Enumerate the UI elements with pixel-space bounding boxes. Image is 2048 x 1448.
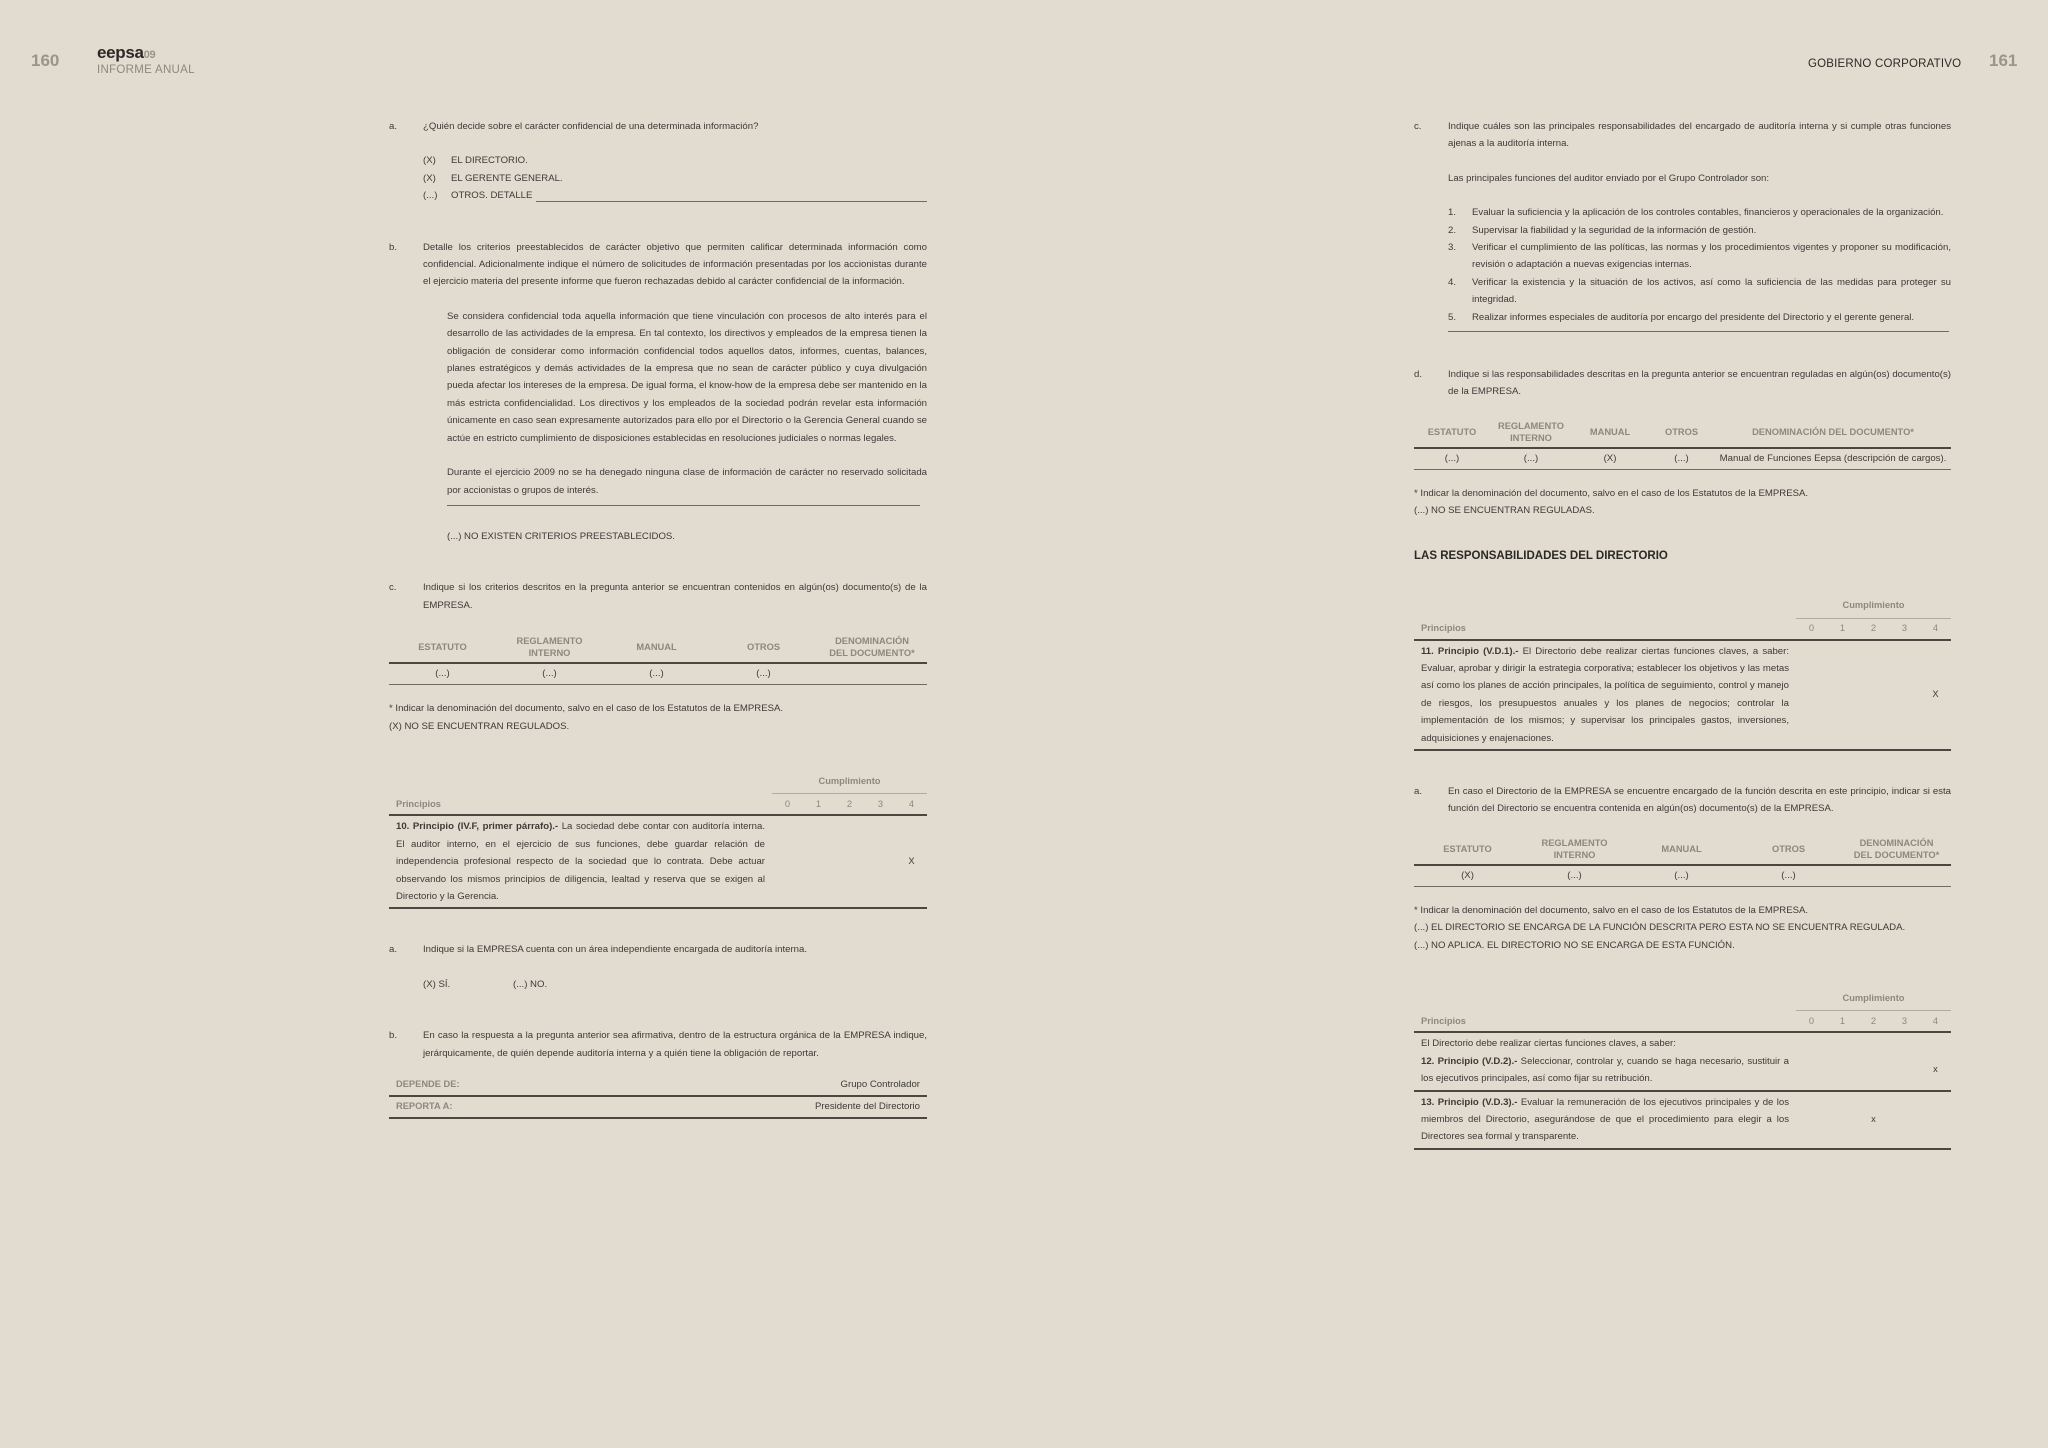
cell: (...)	[542, 668, 557, 680]
reporting-table	[389, 1075, 927, 1119]
cumplimiento-header: Cumplimiento	[1842, 992, 1905, 1003]
cell: Manual de Funciones Eepsa (descripción de cargos).	[1719, 453, 1947, 465]
scale-3: 3	[1901, 1015, 1908, 1026]
detail-line	[536, 189, 927, 202]
compliance-mark: X	[908, 856, 915, 867]
item-number: 4.	[1448, 276, 1457, 288]
scale-1: 1	[1839, 622, 1846, 633]
th-otros: OTROS	[746, 642, 781, 653]
principle-body: La sociedad debe contar con auditoría interna. El auditor interno, en el ejercicio de sus funciones, debe guardar relación de independencia profesional respecto de la sociedad que lo contrata. Debe actuar observando los mismos principios de diligencia, lealtad y reserva que se exigen al Directorio y la Gerencia.	[396, 821, 765, 902]
option-text: OTROS. DETALLE	[451, 190, 533, 202]
scale-2: 2	[1870, 622, 1877, 633]
question-label: c.	[1414, 121, 1422, 132]
answer-no: (...) NO.	[513, 978, 548, 990]
table-row	[1414, 449, 1951, 469]
note: (X) NO SE ENCUENTRAN REGULADOS.	[389, 720, 570, 732]
compliance-mark: x	[1933, 1064, 1938, 1075]
logo-year: 09	[143, 49, 156, 61]
question-d	[1414, 366, 1951, 401]
option-directorio	[423, 152, 927, 169]
table-rule	[1414, 1148, 1951, 1150]
depende-label: DEPENDE DE:	[396, 1079, 460, 1090]
auditor-intro: Las principales funciones del auditor enviado por el Grupo Controlador son:	[1448, 172, 1770, 184]
note: * Indicar la denominación del documento, salvo en el caso de los Estatutos de la EMPRESA.	[1414, 904, 1809, 916]
principle-text	[1414, 643, 1796, 747]
right-column	[1414, 118, 1951, 1150]
cell: (...)	[1567, 870, 1582, 882]
table-header	[1414, 834, 1951, 864]
th-denominacion: DENOMINACIÓN DEL DOCUMENTO*	[1752, 426, 1914, 437]
scale-4: 4	[908, 798, 915, 809]
option-gerente	[423, 170, 927, 187]
reporta-value: Presidente del Directorio	[814, 1101, 920, 1113]
principios-header-row	[1414, 619, 1951, 639]
question-text: Indique si la EMPRESA cuenta con un área independiente encargada de auditoría interna.	[423, 944, 808, 956]
principle-body: El Directorio debe realizar ciertas funciones claves, a saber: Evaluar, aprobar y dirigir la estrategia corporativa; establecer los objetivos y las metas así como los planes de acción principales, la política de seguimiento, control y manejo de riesgos, los presupuestos anuales y los planes de negocios; controlar la implementación de los mismos; y supervisar los principales gastos, inversiones, adquisiciones y enajenaciones.	[1421, 645, 1790, 744]
question-label: b.	[389, 1030, 398, 1042]
cumplimiento-header: Cumplimiento	[818, 775, 881, 786]
question-a2	[389, 941, 927, 958]
question-text: En caso el Directorio de la EMPRESA se encuentre encargado de la función descrita en este principio, indicar si esta función del Directorio se encuentra contenida en algún(os) documento(s) de la EMPRESA.	[1448, 785, 1951, 815]
scale-1: 1	[815, 798, 822, 809]
principle-title: 13. Principio (V.D.3).-	[1421, 1096, 1518, 1108]
scale-2: 2	[846, 798, 853, 809]
question-c	[389, 579, 927, 614]
scale-0: 0	[784, 798, 791, 809]
note: * Indicar la denominación del documento, salvo en el caso de los Estatutos de la EMPRESA.	[1414, 487, 1809, 499]
item-text: Realizar informes especiales de auditoría por encargo del presidente del Directorio y el gerente general.	[1472, 311, 1915, 323]
documents-table	[389, 632, 927, 685]
item-text: Verificar la existencia y la situación de los activos, así como la suficiencia de las medidas para proteger su integridad.	[1472, 276, 1951, 306]
cell: (...)	[756, 668, 771, 680]
item-number: 3.	[1448, 242, 1457, 254]
question-label: b.	[389, 241, 398, 253]
divider	[447, 505, 920, 506]
cell: (X)	[1603, 453, 1617, 465]
scale-0: 0	[1808, 1015, 1815, 1026]
note: * Indicar la denominación del documento, salvo en el caso de los Estatutos de la EMPRESA.	[389, 703, 784, 715]
option-otros	[423, 187, 927, 204]
th-otros: OTROS	[1664, 426, 1699, 437]
answer-yes: (X) SÍ.	[423, 978, 451, 990]
eepsa-logo	[97, 43, 155, 63]
question-label: d.	[1414, 369, 1423, 381]
documents-table-a	[1414, 834, 1951, 887]
question-label: c.	[389, 582, 397, 594]
reporta-label: REPORTA A:	[396, 1101, 453, 1112]
scale-4: 4	[1932, 1015, 1939, 1026]
cumplimiento-header: Cumplimiento	[1842, 600, 1905, 611]
question-label: a.	[389, 121, 398, 132]
cell: (...)	[1674, 453, 1689, 465]
reporta-row	[389, 1097, 927, 1117]
table-rule	[389, 907, 927, 909]
answer-2009: Durante el ejercicio 2009 no se ha denegado ninguna clase de información de carácter no reservado solicitada por accionistas o grupos de interés.	[447, 467, 927, 496]
question-text: Detalle los criterios preestablecidos de carácter objetivo que permiten calificar determinada información como confidencial. Adicionalmente indique el número de solicitudes de información presentadas por los accionistas durante el ejercicio materia del presente informe que fueron rechazadas debido al carácter confidencial de la información.	[423, 241, 927, 288]
scale-1: 1	[1839, 1015, 1846, 1026]
principios-header-row	[1414, 1011, 1951, 1031]
table-rule	[1414, 749, 1951, 751]
cell: (...)	[1781, 870, 1796, 882]
cell: (X)	[1461, 870, 1474, 882]
principle-title: 12. Principio (V.D.2).-	[1421, 1055, 1518, 1067]
question-a-right	[1414, 783, 1951, 818]
principios-header: Principios	[1421, 1015, 1466, 1026]
section-title: LAS RESPONSABILIDADES DEL DIRECTORIO	[1414, 549, 1668, 562]
item-number: 2.	[1448, 224, 1457, 236]
logo-text: eepsa	[97, 43, 144, 62]
th-reglamento: REGLAMENTO INTERNO	[1541, 837, 1608, 860]
th-denominacion: DENOMINACIÓN DEL DOCUMENTO*	[829, 636, 915, 659]
right-page-number: 161	[1989, 51, 2018, 70]
options-list	[423, 152, 927, 204]
table-rule	[389, 1117, 927, 1119]
cell: (...)	[1523, 453, 1539, 465]
scale-3: 3	[877, 798, 884, 809]
question-b	[389, 239, 927, 291]
section-header: GOBIERNO CORPORATIVO	[1808, 58, 1962, 70]
table-rule	[1414, 469, 1951, 470]
item-text: Verificar el cumplimiento de las políticas, las normas y los procedimientos vigentes y proponer su modificación, revisión o adaptación a nuevas exigencias internas.	[1472, 242, 1951, 271]
depende-value: Grupo Controlador	[840, 1079, 920, 1091]
principios-header-row	[389, 794, 927, 814]
th-estatuto: ESTATUTO	[1427, 426, 1477, 437]
scale-4: 4	[1932, 622, 1939, 633]
table-rule	[389, 684, 927, 685]
principle-row	[1414, 641, 1951, 749]
scale-0: 0	[1808, 622, 1815, 633]
item-number: 5.	[1448, 311, 1457, 323]
question-text: ¿Quién decide sobre el carácter confidencial de una determinada información?	[423, 121, 759, 132]
list-item	[1448, 222, 1951, 239]
option-mark: (...)	[423, 190, 438, 202]
table-rule	[1414, 886, 1951, 887]
left-column	[389, 118, 927, 1119]
item-number: 1.	[1448, 207, 1457, 219]
no-criteria: (...) NO EXISTEN CRITERIOS PREESTABLECIDOS.	[447, 530, 675, 542]
option-text: EL DIRECTORIO.	[451, 155, 528, 167]
principle-title: 10. Principio (IV.F, primer párrafo).-	[396, 821, 559, 833]
th-estatuto: ESTATUTO	[418, 642, 467, 653]
th-denominacion: DENOMINACIÓN DEL DOCUMENTO*	[1853, 837, 1940, 860]
th-manual: MANUAL	[636, 642, 677, 653]
th-otros: OTROS	[1771, 843, 1806, 854]
option-mark: (X)	[423, 155, 436, 167]
depende-row	[389, 1075, 927, 1095]
principle-row	[1414, 1053, 1951, 1090]
question-text: Indique si las responsabilidades descritas en la pregunta anterior se encuentran reguladas en algún(os) documento(s) de la EMPRESA.	[1448, 369, 1951, 398]
scale-3: 3	[1901, 622, 1908, 633]
note: (...) NO SE ENCUENTRAN REGULADAS.	[1414, 505, 1595, 517]
cell: (...)	[1674, 870, 1689, 882]
principle-title: 11. Principio (V.D.1).-	[1421, 645, 1519, 657]
principios-header: Principios	[1421, 622, 1466, 633]
principle-10-table	[389, 773, 927, 909]
table-row	[389, 664, 927, 684]
principios-header: Principios	[396, 798, 441, 809]
principles-intro: El Directorio debe realizar ciertas funciones claves, a saber:	[1421, 1038, 1676, 1050]
list-item	[1448, 309, 1951, 326]
documents-table-d	[1414, 417, 1951, 470]
table-header	[1414, 417, 1951, 447]
principle-text	[1414, 1094, 1796, 1146]
th-reglamento: REGLAMENTO INTERNO	[1498, 420, 1564, 443]
th-manual: MANUAL	[1589, 426, 1631, 437]
principle-row	[1414, 1092, 1951, 1148]
principles-12-13-table	[1414, 990, 1951, 1150]
report-subtitle: INFORME ANUAL	[97, 64, 195, 76]
yes-no-answer	[423, 976, 927, 993]
divider	[1448, 331, 1949, 332]
question-text: Indique si los criterios descritos en la pregunta anterior se encuentran contenidos en algún(os) documento(s) de la EMPRESA.	[423, 582, 927, 611]
question-a	[389, 118, 927, 135]
left-page-number: 160	[31, 51, 60, 70]
principle-text	[389, 818, 772, 905]
th-estatuto: ESTATUTO	[1443, 843, 1492, 854]
question-c-right	[1414, 118, 1951, 153]
cell: (...)	[435, 668, 450, 680]
principle-body: Seleccionar, controlar y, cuando se haga necesario, sustituir a los ejecutivos principales, así como fijar su retribución.	[1421, 1055, 1790, 1085]
list-item	[1448, 239, 1951, 274]
note: (...) NO APLICA. EL DIRECTORIO NO SE ENCARGA DE ESTA FUNCIÓN.	[1414, 939, 1735, 951]
item-text: Evaluar la suficiencia y la aplicación de los controles contables, financieros y operacionales de la organización.	[1472, 207, 1944, 219]
th-reglamento: REGLAMENTO INTERNO	[516, 636, 583, 659]
note: (...) EL DIRECTORIO SE ENCARGA DE LA FUNCIÓN DESCRITA PERO ESTA NO SE ENCUENTRA REGULADA.	[1414, 922, 1906, 934]
option-mark: (X)	[423, 172, 436, 184]
principle-text	[1414, 1053, 1796, 1088]
cell: (...)	[649, 668, 664, 680]
cell: (...)	[1444, 453, 1460, 465]
question-label: a.	[1414, 785, 1423, 797]
question-text: Indique cuáles son las principales responsabilidades del encargado de auditoría interna y si cumple otras funciones ajenas a la auditoría interna.	[1448, 121, 1951, 150]
question-b2	[389, 1027, 927, 1062]
compliance-mark: x	[1871, 1114, 1876, 1124]
principle-11-table	[1414, 597, 1951, 751]
principle-body: Evaluar la remuneración de los ejecutivos principales y de los miembros del Directorio, asegurándose de que el procedimiento para elegir a los Directores sea formal y transparente.	[1421, 1096, 1789, 1143]
list-item	[1448, 274, 1951, 309]
answer-confidential: Se considera confidencial toda aquella información que tiene vinculación con procesos de alto interés para el desarrollo de las actividades de la empresa. En tal contexto, los directivos y empleados de la empresa tienen la obligación de considerar como información confidencial todos aquellos datos, informes, cuentas, balances, planes estratégicos y demás actividades de la empresa que no sean de carácter público y cuya divulgación pueda afectar los intereses de la empresa. De igual forma, el know-how de la empresa debe ser mantenido en la más estricta confidencialidad. Los directivos y los empleados de la sociedad podrán revelar esta información únicamente en caso sean expresamente autorizados para ello por el Directorio o la Gerencia General cuando se actúe en estricto cumplimiento de disposiciones establecidas en resoluciones judiciales o normas legales.	[447, 310, 927, 444]
auditor-functions-list	[1448, 204, 1951, 326]
scale-2: 2	[1870, 1015, 1877, 1026]
compliance-mark: X	[1932, 689, 1939, 700]
th-manual: MANUAL	[1661, 843, 1702, 854]
table-header	[389, 632, 927, 662]
question-label: a.	[389, 944, 398, 956]
list-item	[1448, 204, 1951, 221]
principle-row	[389, 816, 927, 907]
table-row	[1414, 866, 1951, 886]
option-text: EL GERENTE GENERAL.	[451, 172, 563, 184]
item-text: Supervisar la fiabilidad y la seguridad de la información de gestión.	[1472, 224, 1757, 236]
question-text: En caso la respuesta a la pregunta anterior sea afirmativa, dentro de la estructura orgánica de la EMPRESA indique, jerárquicamente, de quién depende auditoría interna y a quién tiene la obligación de reportar.	[423, 1030, 927, 1059]
